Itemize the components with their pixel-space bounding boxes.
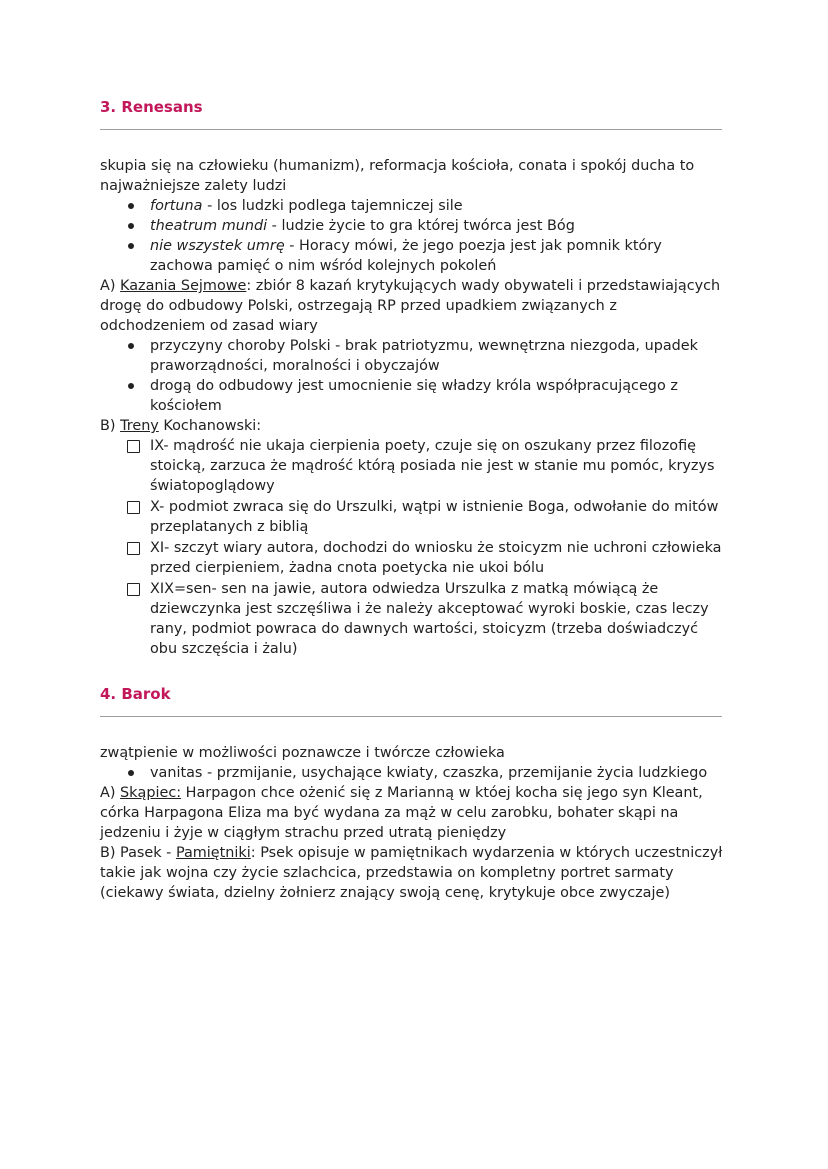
term: nie wszystek umrę (150, 238, 285, 254)
paragraph-text: Kochanowski: (158, 418, 262, 434)
checklist-text: X- podmiot zwraca się do Urszulki, wątpi w istnienie Boga, odwołanie do mitów przeplatanych z biblią (150, 499, 719, 535)
term-description: - los ludzki podlega tajemniczej sile (202, 198, 463, 214)
checklist-item (127, 436, 724, 496)
work-title: Pamiętniki (175, 845, 251, 861)
section-divider (100, 716, 722, 717)
intro-text: skupia się na człowieku (humanizm), reformacja kościoła, conata i spokój ducha to najważniejsze zalety ludzi (100, 158, 695, 194)
paragraph-prefix: B) (100, 418, 121, 434)
list-item (126, 236, 724, 276)
bullet-list (100, 763, 724, 783)
section-heading: 4. Barok (100, 685, 171, 703)
bullet-list (100, 336, 724, 416)
paragraph-prefix: B) Pasek - (100, 845, 176, 861)
list-item (126, 196, 724, 216)
term: fortuna (150, 198, 203, 214)
intro-text: zwątpienie w możliwości poznawcze i twórcze człowieka (100, 745, 505, 761)
checklist-text: XI- szczyt wiary autora, dochodzi do wniosku że stoicyzm nie uchroni człowieka przed cierpieniem, żadna cnota poetycka nie ukoi bólu (150, 540, 722, 576)
checklist (100, 436, 724, 659)
checkbox[interactable] (127, 583, 140, 596)
checklist-item (127, 579, 724, 659)
checkbox[interactable] (127, 542, 140, 555)
checkbox[interactable] (127, 440, 140, 453)
paragraph-prefix: A) (100, 278, 121, 294)
paragraph-a (100, 783, 724, 843)
checkbox[interactable] (127, 501, 140, 514)
section-divider (100, 129, 722, 130)
list-item (126, 216, 724, 236)
paragraph-b (100, 843, 724, 903)
checklist-item (127, 538, 724, 578)
checklist-item (127, 497, 724, 537)
paragraph-a (100, 276, 724, 336)
section-heading: 3. Renesans (100, 98, 203, 116)
section-renesans (100, 97, 724, 130)
list-item: drogą do odbudowy jest umocnienie się władzy króla współpracującego z kościołem (126, 376, 724, 416)
term-description: - ludzie życie to gra której twórca jest Bóg (267, 218, 575, 234)
paragraph-text: : Psek opisuje w pamiętnikach wydarzenia w których uczestniczył takie jak wojna czy życie szlachcica, przedstawia on kompletny portret sarmaty (ciekawy świata, dzielny żołnierz znający swoją cenę, krytykuje obce zwyczaje) (100, 845, 723, 901)
list-item: vanitas - przmijanie, usychające kwiaty, czaszka, przemijanie życia ludzkiego (126, 763, 724, 783)
bullet-list (100, 196, 724, 276)
section-barok-body (100, 743, 724, 903)
checklist-text: XIX=sen- sen na jawie, autora odwiedza Urszulka z matką mówiącą że dziewczynka jest szczęśliwa i że należy akceptować wyroki boskie, czas leczy rany, podmiot powraca do dawnych wartości, stoicyzm (trzeba doświadczyć obu szczęścia i żalu) (150, 581, 709, 657)
paragraph-b (100, 416, 724, 436)
term-description: - Horacy mówi, że jego poezja jest jak pomnik który zachowa pamięć o nim wśród kolejnych pokoleń (150, 238, 662, 274)
work-title: Treny (120, 418, 159, 434)
work-title: Skąpiec: (120, 785, 182, 801)
paragraph-text: Harpagon chce ożenić się z Marianną w któej kocha się jego syn Kleant, córka Harpagona Eliza ma być wydana za mąż w celu zarobku, bohater skąpi na jedzeniu i żyje w ciągłym strachu przed utratą pieniędzy (100, 785, 703, 841)
term: theatrum mundi (150, 218, 268, 234)
section-barok (100, 684, 724, 717)
checklist-text: IX- mądrość nie ukaja cierpienia poety, czuje się on oszukany przez filozofię stoicką, zarzuca że mądrość którą posiada nie jest w stanie mu pomóc, kryzys światopoglądowy (150, 438, 715, 494)
section-renesans-body (100, 156, 724, 660)
paragraph-prefix: A) (100, 785, 121, 801)
work-title: Kazania Sejmowe (120, 278, 247, 294)
paragraph-text: : zbiór 8 kazań krytykujących wady obywateli i przedstawiających drogę do odbudowy Polski, ostrzegają RP przed upadkiem związanych z odchodzeniem od zasad wiary (100, 278, 721, 334)
list-item: przyczyny choroby Polski - brak patriotyzmu, wewnętrzna niezgoda, upadek praworządności, moralności i obyczajów (126, 336, 724, 376)
